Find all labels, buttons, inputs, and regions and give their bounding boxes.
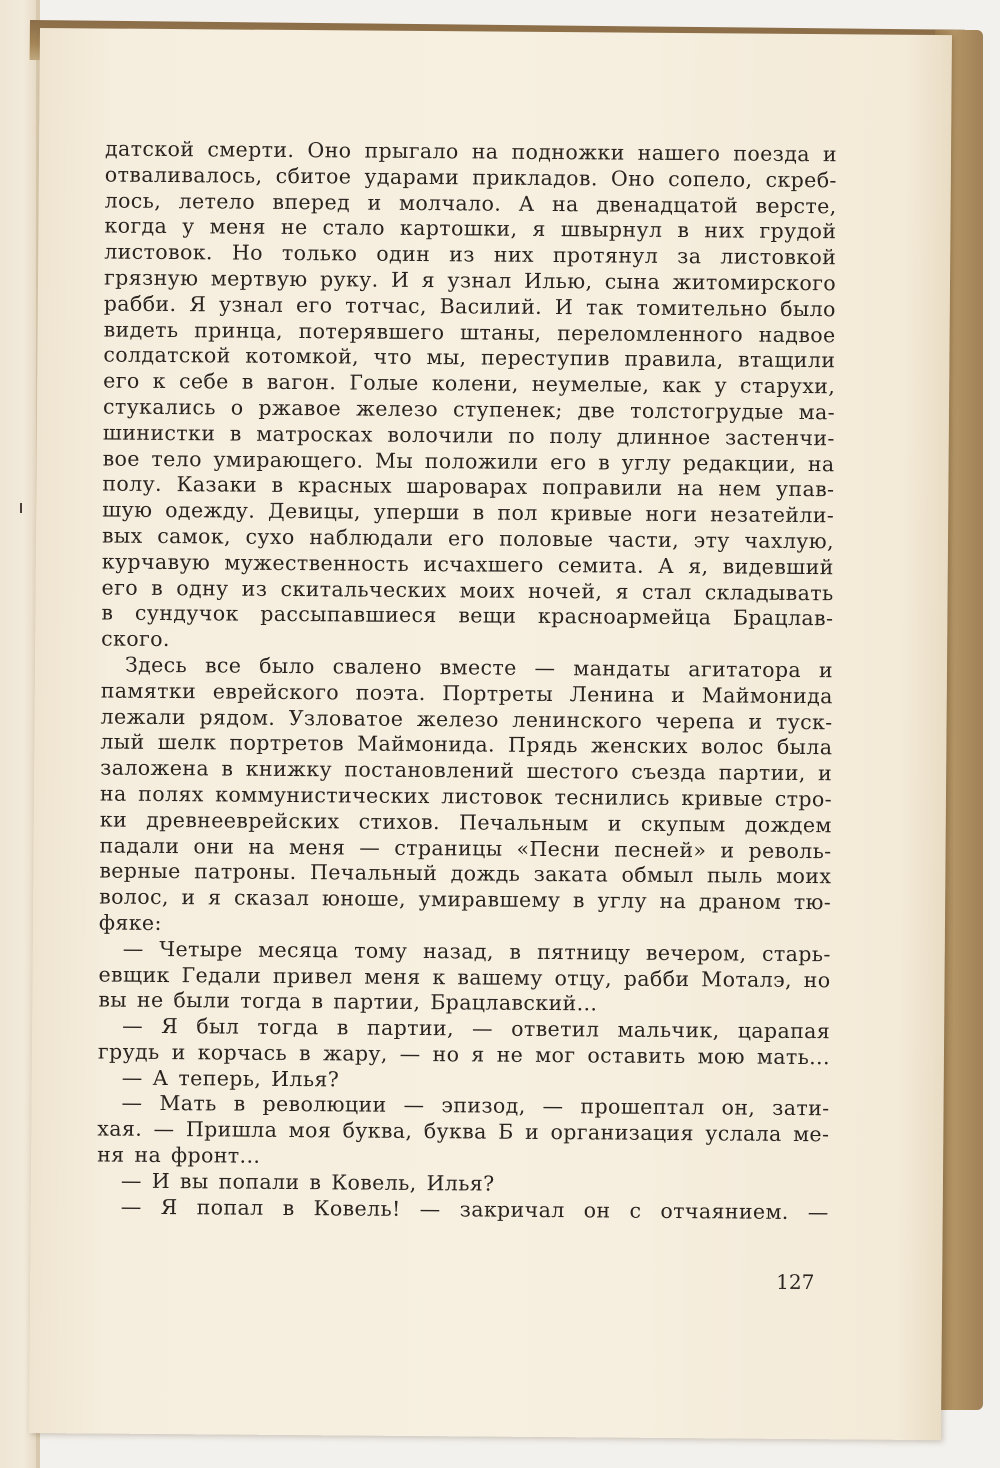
- text-line: лось, летело вперед и молчало. А на двенадцатой версте,: [104, 188, 837, 218]
- body-text: [97, 137, 837, 1226]
- text-line: курчавую мужественность исчахшего семита. А я, видевший: [101, 549, 834, 580]
- text-line: лый шелк портретов Маймонида. Прядь женских волос была: [100, 729, 833, 760]
- text-line: — И вы попали в Ковель, Илья?: [120, 1168, 495, 1196]
- text-line: вы не были тогда в партии, Брацлавский...: [98, 987, 598, 1016]
- text-line: заложена в книжку постановлений шестого съезда партии, и: [100, 755, 833, 786]
- text-line: в сундучок рассыпавшиеся вещи красноармейца Брацлав-: [101, 600, 834, 631]
- text-line: падали они на меня — страницы «Песни песней» и револь-: [99, 833, 832, 863]
- text-line: — Я попал в Ковель! — закричал он с отчаянием. —: [120, 1194, 829, 1224]
- text-line: — А теперь, Илья?: [121, 1065, 340, 1092]
- text-line: его к себе в вагон. Голые колени, неумелые, как у старухи,: [103, 368, 836, 399]
- text-line: солдатской котомкой, что мы, переступив правила, втащили: [103, 342, 836, 373]
- left-margin-mark: [20, 503, 22, 513]
- book-page: [29, 28, 952, 1440]
- text-line: видеть принца, потерявшего штаны, переломленного надвое: [103, 317, 836, 347]
- text-line: полу. Казаки в красных шароварах поправили на нем упав-: [102, 471, 835, 502]
- text-line: волос, и я сказал юноше, умиравшему в углу на драном тю-: [99, 884, 832, 915]
- text-line: на полях коммунистических листовок теснились кривые стро-: [99, 781, 833, 812]
- text-line: — Четыре месяца тому назад, в пятницу вечером, старь-: [122, 936, 831, 966]
- text-line: грязную мертвую руку. И я узнал Илью, сына житомирского: [103, 265, 837, 296]
- text-line: Здесь все было свалено вместе — мандаты агитатора и: [124, 652, 834, 683]
- text-line: ки древнееврейских стихов. Печальным и скупым дождем: [99, 807, 832, 837]
- page-number: 127: [776, 1269, 815, 1295]
- text-line: евщик Гедали привел меня к вашему отцу, рабби Моталэ, но: [98, 961, 831, 992]
- text-line: вых самок, сухо наблюдали его половые части, эту чахлую,: [101, 523, 835, 554]
- text-line: шинистки в матросках волочили по полу длинное застенчи-: [102, 420, 835, 451]
- text-line: отваливалось, сбитое ударами прикладов. Оно сопело, скреб-: [104, 162, 837, 193]
- text-line: вое тело умирающего. Мы положили его в углу редакции, на: [102, 446, 835, 476]
- text-line: памятки еврейского поэта. Портреты Ленина и Маймонида: [100, 678, 833, 708]
- text-line: листовок. Но только один из них протянул за листовкой: [104, 239, 837, 270]
- text-line: хая. — Пришла моя буква, буква Б и организация услала ме-: [97, 1116, 830, 1147]
- text-line: ня на фронт...: [97, 1142, 261, 1168]
- text-line: — Я был тогда в партии, — ответил мальчик, царапая: [122, 1013, 831, 1044]
- text-line: лежали рядом. Узловатое железо ленинского черепа и туск-: [100, 704, 833, 734]
- text-line: шую одежду. Девицы, уперши в пол кривые ноги незатейли-: [102, 497, 835, 528]
- text-line: ского.: [101, 626, 170, 652]
- text-line: верные патроны. Печальный дождь заката обмыл пыль моих: [99, 858, 832, 889]
- text-line: когда у меня не стало картошки, я швырнул в них грудой: [104, 213, 837, 244]
- text-line: — Мать в революции — эпизод, — прошептал он, зати-: [121, 1091, 830, 1121]
- text-line: фяке:: [98, 910, 162, 935]
- text-line: стукались о ржавое железо ступенек; две толстогрудые ма-: [102, 394, 836, 425]
- text-line: рабби. Я узнал его тотчас, Василий. И так томительно было: [103, 291, 836, 322]
- text-line: его в одну из скитальческих моих ночей, я стал складывать: [101, 575, 834, 605]
- text-line: датской смерти. Оно прыгало на подножки нашего поезда и: [104, 136, 838, 167]
- text-line: грудь и корчась в жару, — но я не мог оставить мою мать...: [97, 1039, 831, 1070]
